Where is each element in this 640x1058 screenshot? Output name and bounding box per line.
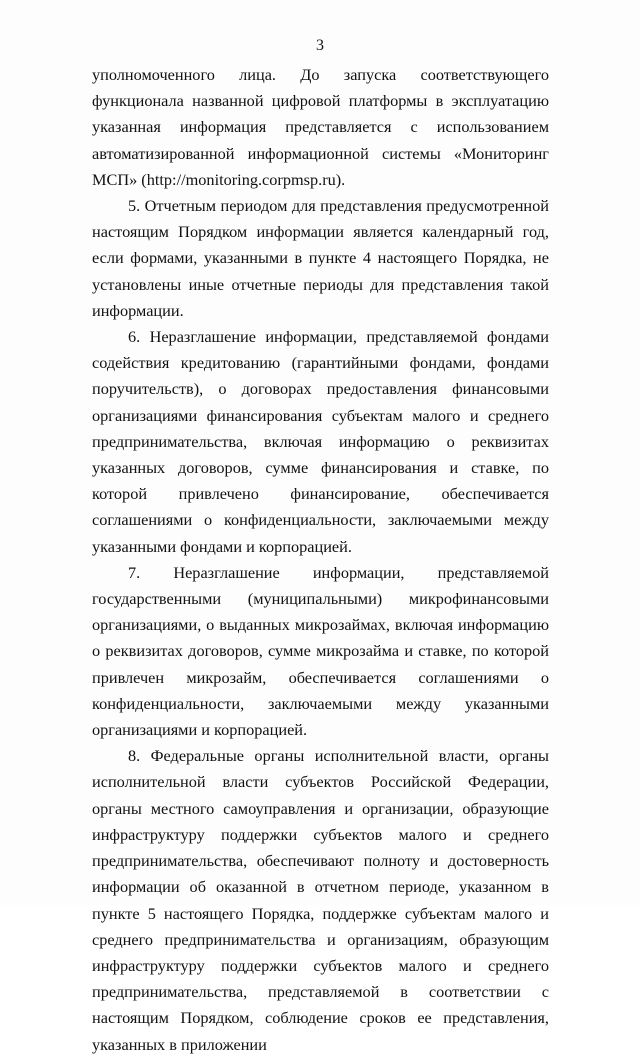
page-number: 3 <box>316 37 324 54</box>
document-body <box>92 62 549 1058</box>
paragraph-8: 8. Федеральные органы исполнительной власти, органы исполнительной власти субъектов Российской Федерации, органы местного самоуправления и организации, образующие инфраструктуру поддержки субъектов малого и среднего предпринимательства, обеспечивают полноту и достоверность информации об оказанной в отчетном периоде, указанном в пункте 5 настоящего Порядка, поддержке субъектам малого и среднего предпринимательства и организациям, образующим инфраструктуру поддержки субъектов малого и среднего предпринимательства, представляемой в соответствии с настоящим Порядком, соблюдение сроков ее представления, указанных в приложении <box>92 746 549 1054</box>
paragraph-5: 5. Отчетным периодом для представления предусмотренной настоящим Порядком информации является календарный год, если формами, указанными в пункте 4 настоящего Порядка, не установлены иные отчетные периоды для представления такой информации. <box>92 196 549 320</box>
paragraph-7: 7. Неразглашение информации, представляемой государственными (муниципальными) микрофинансовыми организациями, о выданных микрозаймах, включая информацию о реквизитах договоров, сумме микрозайма и ставке, по которой привлечен микрозайм, обеспечивается соглашениями о конфиденциальности, заключаемыми между указанными организациями и корпорацией. <box>92 562 549 740</box>
paragraph-6: 6. Неразглашение информации, представляемой фондами содействия кредитованию (гарантийными фондами, фондами поручительств), о договорах предоставления финансовыми организациями финансирования субъектам малого и среднего предпринимательства, включая информацию о реквизитах указанных договоров, сумме финансирования и ставке, по которой привлечено финансирование, обеспечивается соглашениями о конфиденциальности, заключаемыми между указанными фондами и корпорацией. <box>92 327 549 556</box>
paragraph-continuation: уполномоченного лица. До запуска соответствующего функционала названной цифровой платформы в эксплуатацию указанная информация представляется с использованием автоматизированной информационной системы «Мониторинг МСП» (http://monitoring.corpmsp.ru). <box>92 65 549 189</box>
